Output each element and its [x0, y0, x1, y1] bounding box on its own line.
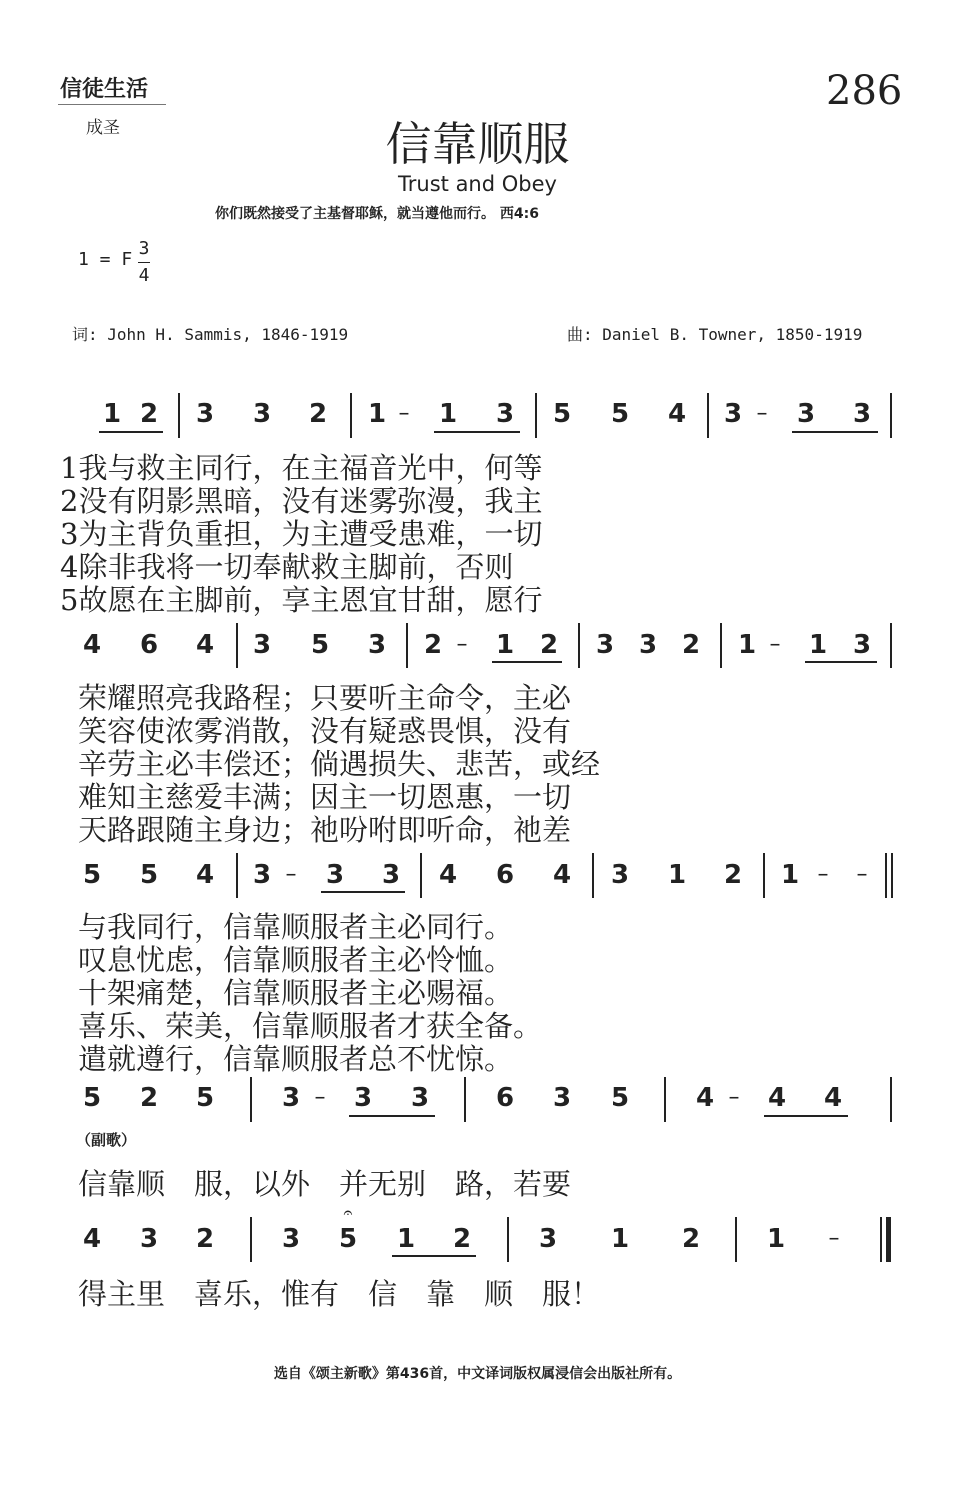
note: 3 — [252, 399, 272, 429]
beam — [392, 1255, 476, 1257]
note: 2 — [195, 1224, 215, 1254]
dash: – — [314, 1085, 326, 1110]
note: 4 — [438, 860, 458, 890]
lyric-line-refrain: 得主里 喜乐，惟有 信 靠 顺 服！ — [78, 1277, 601, 1311]
barline — [350, 393, 352, 438]
dash: – — [728, 1085, 740, 1110]
lyric-line-verse-2: 笑容使浓雾消散，没有疑惑畏惧，没有 — [78, 714, 572, 748]
beam — [792, 431, 878, 433]
subcategory-label: 成圣 — [86, 118, 120, 138]
note: 5 — [610, 399, 630, 429]
note: 6 — [139, 630, 159, 660]
note: 2 — [681, 1224, 701, 1254]
note: 5 — [82, 860, 102, 890]
double-barline — [891, 853, 893, 898]
note: 1 — [495, 630, 515, 660]
barline — [236, 623, 238, 668]
note: 3 — [538, 1224, 558, 1254]
note: 5 — [310, 630, 330, 660]
note: 6 — [495, 1083, 515, 1113]
lyricist-credit: 词: John H. Sammis, 1846-1919 — [72, 325, 349, 344]
note: 1 — [396, 1224, 416, 1254]
note: 1 — [438, 399, 458, 429]
note: 3 — [595, 630, 615, 660]
lyric-line-verse-5: 天路跟随主身边；祂吩咐即听命，祂差 — [78, 813, 572, 847]
barline — [707, 393, 709, 438]
time-signature-top: 3 — [138, 238, 150, 259]
note: 3 — [852, 399, 872, 429]
final-barline — [886, 1217, 891, 1262]
dash: – — [769, 632, 781, 657]
barline — [406, 623, 408, 668]
dash: – — [817, 862, 829, 887]
barline — [464, 1077, 466, 1122]
barline — [236, 853, 238, 898]
dash: – — [285, 862, 297, 887]
note: 1 — [780, 860, 800, 890]
note: 3 — [252, 630, 272, 660]
note: 1 — [737, 630, 757, 660]
refrain-label: （副歌） — [76, 1131, 137, 1149]
note: 3 — [381, 860, 401, 890]
dash: – — [456, 632, 468, 657]
lyric-line-verse-1: 与我同行，信靠顺服者主必同行。 — [78, 910, 514, 944]
beam — [434, 431, 520, 433]
lyric-line-verse-2: 叹息忧虑，信靠顺服者主必怜恤。 — [78, 943, 514, 977]
note: 3 — [325, 860, 345, 890]
beam — [321, 891, 405, 893]
barline — [880, 1217, 882, 1262]
note: 1 — [667, 860, 687, 890]
note: 6 — [495, 860, 515, 890]
barline — [535, 393, 537, 438]
beam — [805, 661, 877, 663]
note: 3 — [281, 1083, 301, 1113]
scripture-verse: 你们既然接受了主基督耶稣，就当遵他而行。 西4:6 — [215, 206, 539, 222]
barline — [250, 1217, 252, 1262]
note: 5 — [139, 860, 159, 890]
note: 3 — [638, 630, 658, 660]
note: 5 — [82, 1083, 102, 1113]
note: 2 — [423, 630, 443, 660]
barline — [763, 853, 765, 898]
note: 3 — [495, 399, 515, 429]
barline — [890, 1077, 892, 1122]
note: 5 — [552, 399, 572, 429]
beam — [764, 1115, 848, 1117]
note: 3 — [552, 1083, 572, 1113]
note: 4 — [823, 1083, 843, 1113]
note: 1 — [102, 399, 122, 429]
beam — [492, 661, 562, 663]
barline — [720, 623, 722, 668]
note: 2 — [539, 630, 559, 660]
note: 3 — [852, 630, 872, 660]
time-signature — [136, 236, 152, 289]
time-signature-bottom: 4 — [138, 265, 150, 286]
barline — [178, 393, 180, 438]
lyric-line-verse-3: 十架痛楚，信靠顺服者主必赐福。 — [78, 976, 514, 1010]
note: 5 — [338, 1224, 358, 1254]
category-label: 信徒生活 — [60, 76, 149, 102]
lyric-line-verse-3: 3为主背负重担，为主遭受患难，一切 — [60, 517, 543, 551]
barline — [735, 1217, 737, 1262]
note: 2 — [139, 1083, 159, 1113]
note: 3 — [610, 860, 630, 890]
barline — [890, 623, 892, 668]
fermata-icon: 𝄐 — [343, 1203, 353, 1222]
note: 2 — [452, 1224, 472, 1254]
note: 4 — [82, 1224, 102, 1254]
note: 3 — [195, 399, 215, 429]
note: 4 — [82, 630, 102, 660]
lyric-line-verse-2: 2没有阴影黑暗，没有迷雾弥漫，我主 — [60, 484, 543, 518]
barline — [507, 1217, 509, 1262]
barline — [578, 623, 580, 668]
note: 4 — [667, 399, 687, 429]
lyric-line-verse-5: 5故愿在主脚前，享主恩宜甘甜，愿行 — [60, 583, 543, 617]
beam — [349, 1115, 435, 1117]
note: 3 — [723, 399, 743, 429]
note: 2 — [308, 399, 328, 429]
dash: – — [398, 401, 410, 426]
dash: – — [856, 862, 868, 887]
barline — [664, 1077, 666, 1122]
hymn-title: 信靠顺服 — [385, 117, 570, 171]
barline — [592, 853, 594, 898]
hymn-subtitle: Trust and Obey — [398, 172, 557, 196]
barline — [420, 853, 422, 898]
note: 4 — [552, 860, 572, 890]
note: 3 — [353, 1083, 373, 1113]
note: 2 — [139, 399, 159, 429]
lyric-line-verse-1: 荣耀照亮我路程；只要听主命令，主必 — [78, 681, 572, 715]
dash: – — [828, 1226, 840, 1251]
note: 4 — [695, 1083, 715, 1113]
note: 4 — [767, 1083, 787, 1113]
note: 1 — [808, 630, 828, 660]
key-signature: 1 = F — [78, 249, 133, 270]
note: 2 — [723, 860, 743, 890]
composer-credit: 曲: Daniel B. Towner, 1850-1919 — [567, 325, 863, 344]
note: 3 — [139, 1224, 159, 1254]
note: 3 — [252, 860, 272, 890]
beam — [99, 431, 163, 433]
note: 4 — [195, 630, 215, 660]
lyric-line-verse-5: 遣就遵行，信靠顺服者总不忧惊。 — [78, 1042, 514, 1076]
copyright-footer: 选自《颂主新歌》第436首，中文译词版权属浸信会出版社所有。 — [273, 1366, 682, 1382]
lyric-line-verse-1: 1我与救主同行，在主福音光中，何等 — [60, 451, 543, 485]
note: 3 — [367, 630, 387, 660]
lyric-line-verse-4: 喜乐、荣美，信靠顺服者才获全备。 — [78, 1009, 543, 1043]
note: 3 — [796, 399, 816, 429]
note: 1 — [766, 1224, 786, 1254]
hymn-number: 286 — [826, 68, 903, 114]
lyric-line-verse-4: 4除非我将一切奉献救主脚前，否则 — [60, 550, 514, 584]
barline — [885, 853, 887, 898]
note: 4 — [195, 860, 215, 890]
lyric-line-verse-4: 难知主慈爱丰满；因主一切恩惠，一切 — [78, 780, 572, 814]
note: 5 — [195, 1083, 215, 1113]
barline — [250, 1077, 252, 1122]
lyric-line-refrain: 信靠顺 服，以外 并无别 路，若要 — [78, 1167, 572, 1201]
note: 2 — [681, 630, 701, 660]
note: 1 — [610, 1224, 630, 1254]
note: 3 — [410, 1083, 430, 1113]
note: 1 — [367, 399, 387, 429]
dash: – — [756, 401, 768, 426]
barline — [890, 393, 892, 438]
note: 3 — [281, 1224, 301, 1254]
category-divider — [58, 104, 166, 105]
lyric-line-verse-3: 辛劳主必丰偿还；倘遇损失、悲苦，或经 — [78, 747, 601, 781]
note: 5 — [610, 1083, 630, 1113]
